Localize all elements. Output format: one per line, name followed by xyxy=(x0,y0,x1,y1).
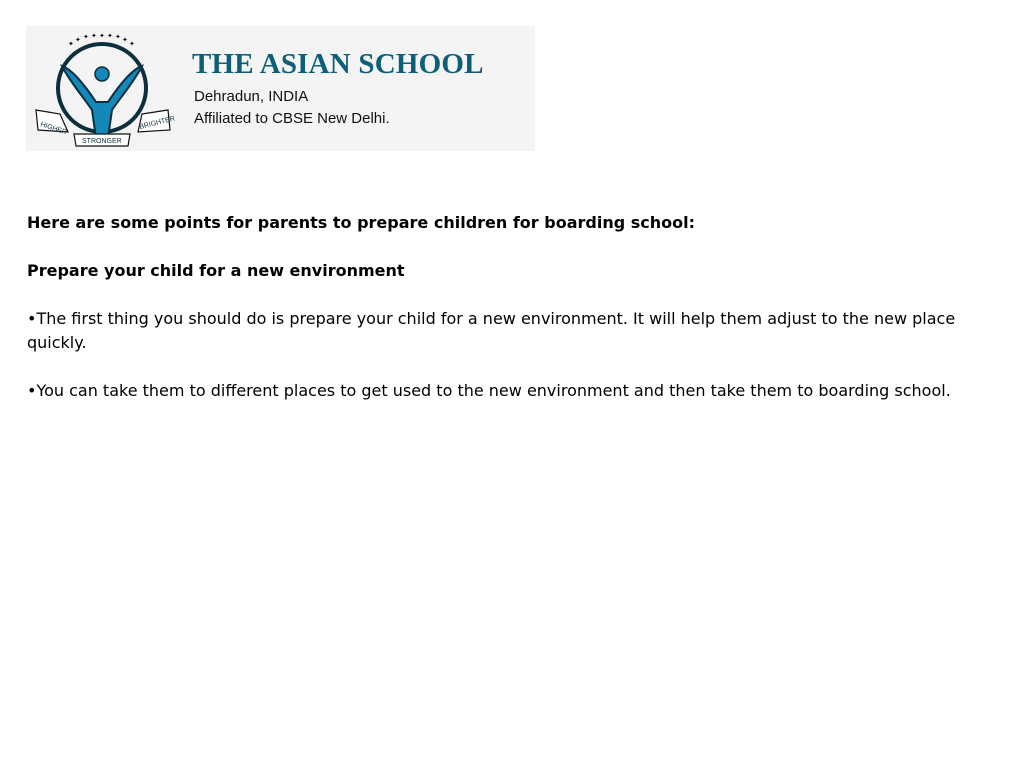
school-city: Dehradun, INDIA xyxy=(194,88,309,105)
svg-text:✦: ✦ xyxy=(91,32,97,40)
school-affiliation: Affiliated to CBSE New Delhi. xyxy=(194,110,390,127)
motto-stronger: STRONGER xyxy=(82,138,122,145)
section-heading: Prepare your child for a new environment xyxy=(27,261,405,280)
motto-higher: HIGHER xyxy=(39,121,68,137)
svg-text:✦: ✦ xyxy=(107,32,113,40)
intro-heading: Here are some points for parents to prepare children for boarding school: xyxy=(27,213,696,232)
school-logo-banner xyxy=(26,26,535,151)
article-body xyxy=(27,211,987,427)
svg-text:✦: ✦ xyxy=(129,40,135,48)
svg-text:✦: ✦ xyxy=(99,32,105,40)
svg-text:✦: ✦ xyxy=(68,40,74,48)
school-emblem-icon xyxy=(30,30,178,148)
motto-brighter: BRIGHTER xyxy=(138,115,176,131)
svg-text:✦: ✦ xyxy=(115,33,121,41)
bullet-point: •You can take them to different places to get used to the new environment and then take them to boarding school. xyxy=(27,381,951,400)
school-name: THE ASIAN SCHOOL xyxy=(192,48,484,80)
bullet-point: •The first thing you should do is prepare your child for a new environment. It will help them adjust to the new place quickly. xyxy=(27,309,956,352)
svg-text:✦: ✦ xyxy=(122,36,128,44)
svg-text:✦: ✦ xyxy=(83,33,89,41)
svg-text:✦: ✦ xyxy=(75,36,81,44)
